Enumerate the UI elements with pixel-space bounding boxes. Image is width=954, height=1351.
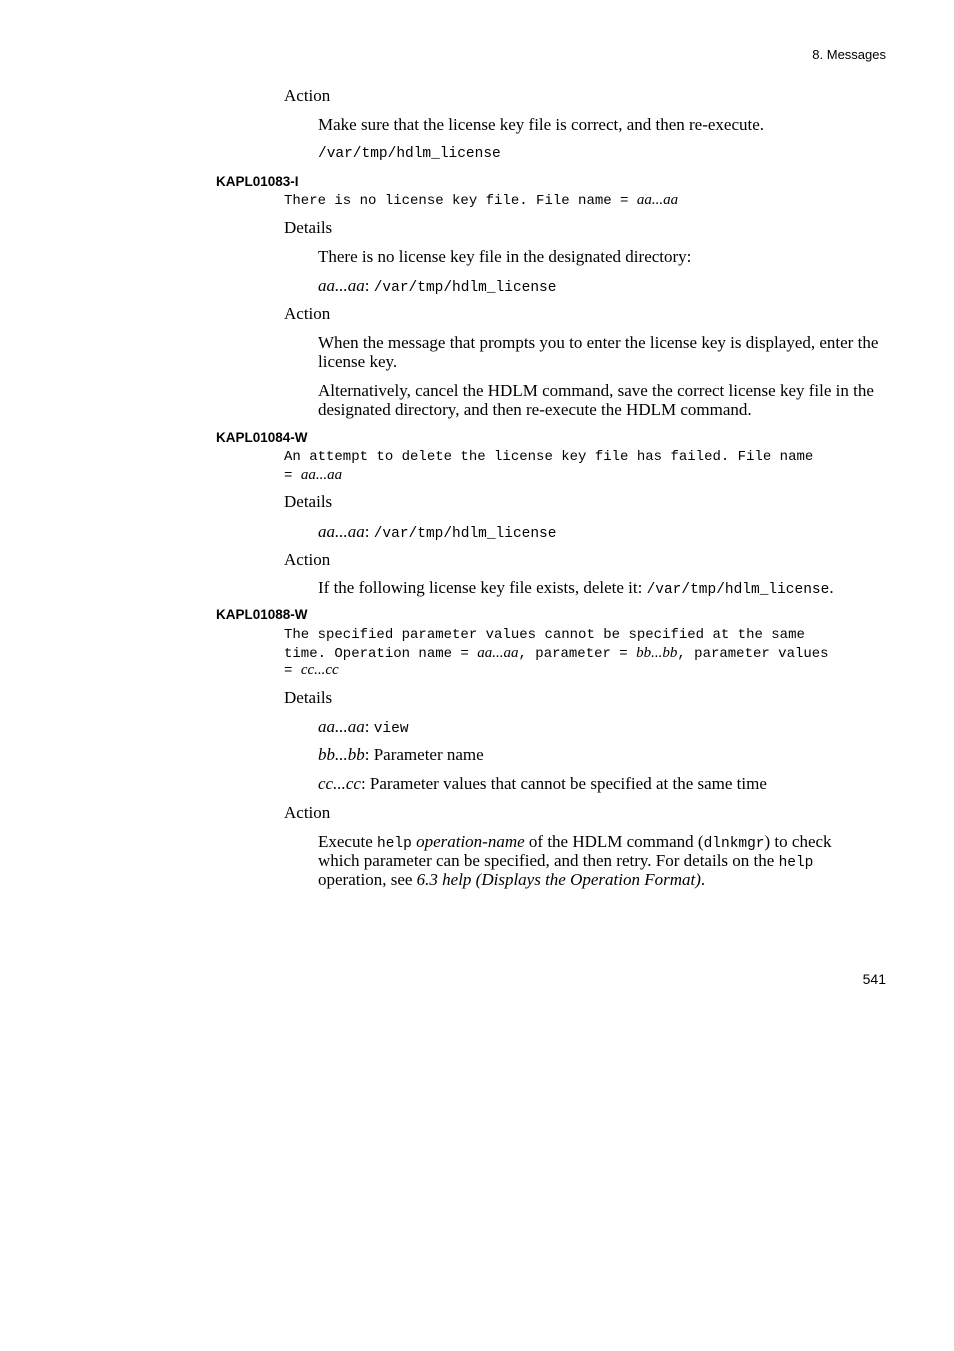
message-text-line	[284, 467, 342, 484]
action-heading: Action	[284, 550, 331, 569]
action-text-line: When the message that prompts you to enter the license key is displayed, enter the	[318, 333, 879, 352]
details-path: /var/tmp/hdlm_license	[373, 526, 557, 542]
action-text-line: designated directory, and then re-execute the HDLM command.	[318, 400, 752, 419]
details-variable: aa...aa	[318, 276, 365, 295]
action-text-part: .	[700, 870, 706, 889]
action-text-end: .	[829, 578, 834, 597]
message-text-line	[284, 662, 339, 679]
details-variable: aa...aa	[318, 717, 365, 736]
running-header: 8. Messages	[812, 47, 886, 62]
code-help: help	[778, 855, 814, 871]
action-heading: Action	[284, 803, 331, 822]
action-text-line	[318, 832, 832, 852]
action-heading: Action	[284, 86, 331, 105]
message-text-prefix: =	[284, 663, 301, 679]
message-id: KAPL01088-W	[216, 607, 308, 622]
message-text-body: There is no license key file. File name =	[284, 193, 637, 209]
message-variable: bb...bb	[636, 645, 678, 661]
action-path: /var/tmp/hdlm_license	[646, 582, 830, 598]
message-id: KAPL01083-I	[216, 174, 299, 189]
operation-name-variable: operation-name	[416, 832, 525, 851]
action-text-part: Execute	[318, 832, 377, 851]
details-separator: :	[364, 717, 374, 736]
license-path: /var/tmp/hdlm_license	[318, 146, 501, 162]
message-text-line: An attempt to delete the license key file has failed. File name	[284, 449, 814, 465]
details-variable: cc...cc	[318, 774, 361, 793]
action-text-part: of the HDLM command (	[524, 832, 704, 851]
action-text-part: operation, see	[318, 870, 417, 889]
message-variable: aa...aa	[477, 645, 519, 661]
details-separator: :	[364, 276, 374, 295]
details-variable-line	[318, 276, 556, 296]
action-text-line	[318, 851, 813, 871]
message-text	[284, 192, 678, 209]
message-text-prefix: =	[284, 468, 301, 484]
action-heading: Action	[284, 304, 331, 323]
details-value: view	[373, 721, 409, 737]
message-id: KAPL01084-W	[216, 430, 308, 445]
details-description: : Parameter values that cannot be specified at the same time	[360, 774, 767, 793]
message-text-line: The specified parameter values cannot be specified at the same	[284, 627, 805, 643]
cross-reference-link[interactable]: 6.3 help (Displays the Operation Format)	[416, 870, 701, 889]
code-dlnkmgr: dlnkmgr	[703, 836, 765, 852]
details-heading: Details	[284, 688, 333, 707]
details-description: : Parameter name	[364, 745, 484, 764]
details-variable: bb...bb	[318, 745, 365, 764]
message-text-part: , parameter =	[518, 646, 637, 662]
details-item	[318, 745, 484, 765]
details-path: /var/tmp/hdlm_license	[373, 280, 557, 296]
action-text: Make sure that the license key file is correct, and then re-execute.	[318, 115, 765, 134]
details-separator: :	[364, 522, 374, 541]
page-number: 541	[862, 971, 886, 987]
action-text-part: which parameter can be specified, and then retry. For details on the	[318, 851, 779, 870]
details-heading: Details	[284, 492, 333, 511]
action-text-body: If the following license key file exists, delete it:	[318, 578, 647, 597]
details-heading: Details	[284, 218, 333, 237]
message-variable: cc...cc	[300, 662, 339, 678]
action-text-line: license key.	[318, 352, 398, 371]
code-help: help	[377, 836, 412, 852]
message-text-part: time. Operation name =	[284, 646, 478, 662]
message-text-line	[284, 645, 829, 662]
action-text-line: Alternatively, cancel the HDLM command, save the correct license key file in the	[318, 381, 874, 400]
details-item	[318, 717, 409, 737]
details-item	[318, 774, 767, 794]
message-variable: aa...aa	[636, 192, 679, 208]
action-text-line	[318, 870, 705, 890]
action-text-part: ) to check	[764, 832, 832, 851]
details-variable: aa...aa	[318, 522, 365, 541]
action-text	[318, 578, 834, 598]
message-text-part: , parameter values	[677, 646, 829, 662]
message-variable: aa...aa	[300, 467, 343, 483]
details-variable-line	[318, 522, 556, 542]
details-text: There is no license key file in the designated directory:	[318, 247, 692, 266]
